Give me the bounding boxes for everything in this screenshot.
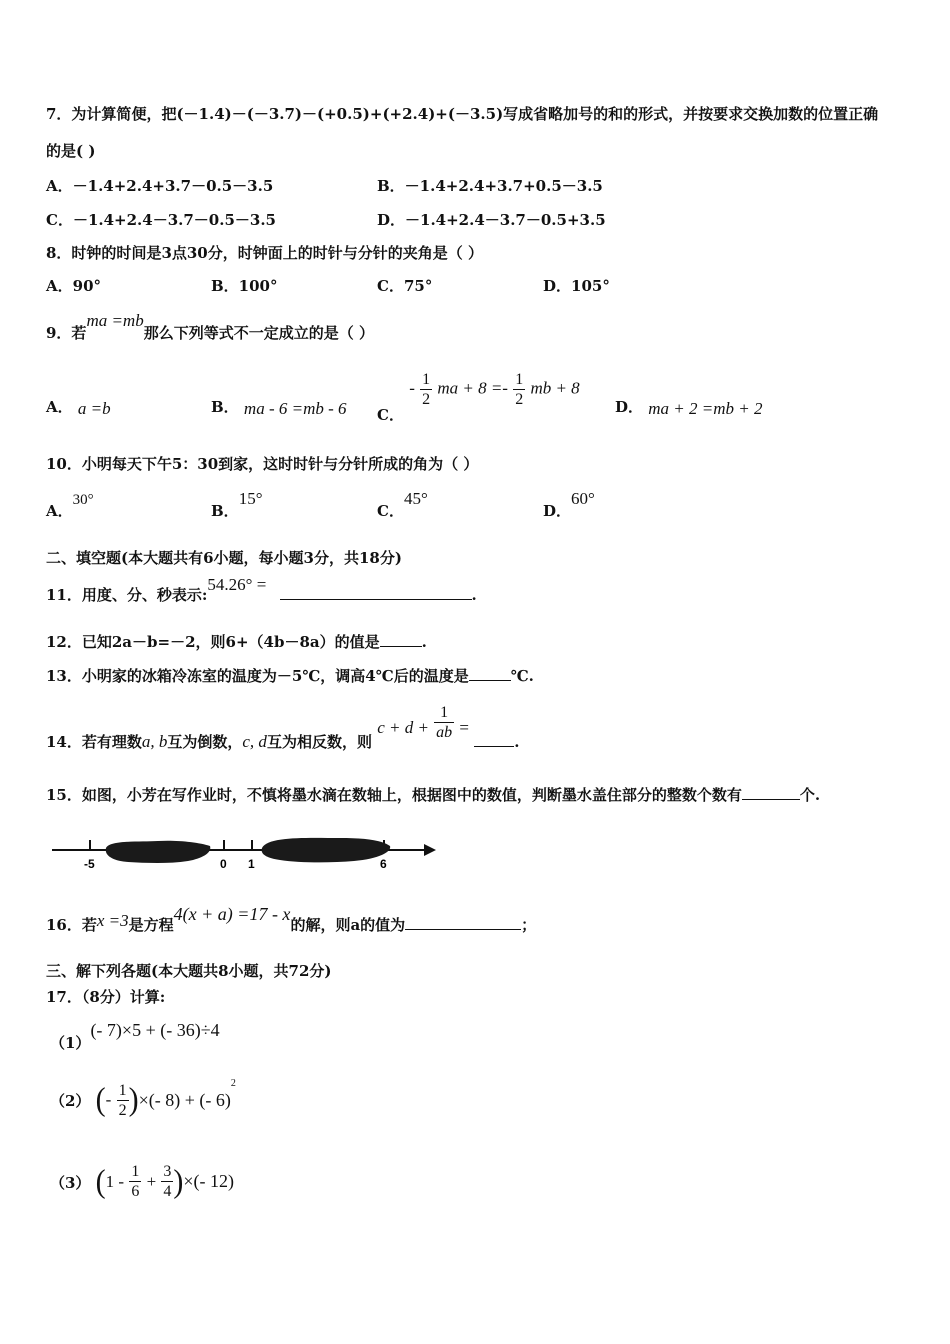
q15-end: 个. (799, 786, 821, 804)
q9-c-end: mb + 8 (530, 378, 580, 398)
q9-pre: 9．若 (46, 324, 87, 342)
q17-p2-right-bracket: ) (128, 1081, 139, 1118)
q17-p2-den: 2 (118, 1101, 127, 1119)
q12-text: 12．已知2a－b=－2，则6+（4b－8a）的值是 (46, 633, 380, 651)
q17-p2-left-bracket: ( (95, 1081, 106, 1118)
q10-d-value: 60° (571, 489, 595, 508)
q8-stem: 8．时钟的时间是3点30分，时钟面上的时针与分针的夹角是（ ） (46, 244, 483, 262)
q10-option-c (377, 489, 428, 521)
q10-a-label: A． (46, 502, 73, 520)
q10-c-label: C． (377, 502, 404, 520)
q11-expr: 54.26° = (207, 575, 267, 594)
q7-option-a: A．－1.4+2.4+3.7－0.5－3.5 (46, 177, 274, 195)
q14-answer-blank[interactable] (474, 732, 514, 747)
q8-option-a: A．90° (46, 277, 102, 295)
q9-b-expr: ma - 6 =mb - 6 (243, 399, 347, 418)
q13-end: ℃. (510, 667, 534, 685)
q9-option-d (615, 396, 762, 417)
number-line-arrow (424, 844, 436, 856)
q16-mid: 是方程 (128, 916, 174, 934)
q14-end: . (514, 732, 520, 751)
section-2-heading: 二、填空题(本大题共有6小题，每小题3分，共18分) (46, 549, 402, 567)
q11-line (46, 575, 477, 605)
q10-d-label: D． (543, 502, 572, 520)
q9-condition: ma =mb (86, 311, 144, 330)
q16-equation: 4(x + a) =17 - x (173, 904, 291, 924)
label-0: 0 (220, 857, 227, 871)
q14-eq: = (459, 717, 469, 737)
q17-p2-frac (117, 1081, 129, 1120)
q17-p2-num: 1 (118, 1081, 127, 1099)
q17-part-1 (50, 1020, 220, 1052)
q9-post: 那么下列等式不一定成立的是（ ） (143, 324, 374, 342)
q17-p2-exponent: 2 (230, 1078, 236, 1089)
q16-post: 的解，则a的值为 (290, 916, 406, 934)
q11-answer-blank[interactable] (280, 585, 472, 600)
q17-p3-den-1: 6 (131, 1183, 140, 1200)
q9-c-frac-1 (420, 370, 432, 409)
q17-p3-plus: + (146, 1171, 157, 1191)
q15-answer-blank[interactable] (742, 785, 800, 800)
q7-stem-line2 (46, 140, 95, 161)
q12-line (46, 631, 427, 652)
q7-option-b: B．－1.4+2.4+3.7+0.5－3.5 (377, 177, 603, 195)
q14-mid1: 互为倒数， (167, 732, 243, 751)
q17-p3-left-bracket: ( (95, 1162, 106, 1200)
q7-option-c: C．－1.4+2.4－3.7－0.5－3.5 (46, 211, 276, 229)
q14-pre: 14．若有理数 (46, 732, 142, 751)
q9-option-a (46, 396, 111, 417)
q10-c-value: 45° (403, 489, 428, 508)
q17-p3-den-2: 4 (163, 1183, 172, 1200)
q17-part-3 (50, 1162, 234, 1201)
q17-p2-minus: - (105, 1090, 112, 1109)
q17-p3-label: （3） (50, 1173, 91, 1192)
q7-stem-line1 (46, 103, 878, 124)
q9-c-frac-2 (513, 370, 525, 409)
label-1: 1 (248, 857, 255, 871)
q17-p3-num-1: 1 (131, 1163, 140, 1180)
q7-option-d: D．－1.4+2.4－3.7－0.5+3.5 (377, 211, 606, 229)
q9-c-label: C． (377, 405, 404, 424)
q10-option-b (211, 489, 263, 521)
q14-v1: a, b (141, 731, 168, 751)
q14-mid2: 互为相反数，则 (266, 732, 372, 751)
q12-answer-blank[interactable] (380, 632, 422, 647)
q10-stem: 10．小明每天下午5：30到家，这时时针与分针所成的角为（ ） (46, 455, 479, 473)
q9-option-b (211, 396, 347, 417)
q9-a-label: A． (46, 398, 73, 416)
q17-p3-num-2: 3 (163, 1163, 172, 1180)
q9-stem (46, 311, 374, 343)
q16-end: ； (521, 916, 537, 934)
label-6: 6 (380, 857, 387, 871)
q8-option-c: C．75° (377, 277, 433, 295)
q12-end: . (421, 633, 427, 651)
q17-p3-right-bracket: ) (173, 1162, 184, 1200)
q14-frac-num: 1 (434, 703, 454, 723)
q17-stem: 17．（8分）计算: (46, 988, 166, 1006)
q9-c-mid: ma + 8 =- (437, 378, 508, 398)
q15-text: 15．如图，小芳在写作业时，不慎将墨水滴在数轴上，根据图中的数值，判断墨水盖住部分的整数个数有 (46, 786, 742, 804)
q14-v2: c, d (242, 731, 267, 751)
q16-answer-blank[interactable] (405, 915, 521, 930)
ink-blot-left (106, 841, 211, 863)
q9-c-num-2: 1 (515, 371, 524, 388)
q14-frac (434, 703, 454, 742)
q9-c-minus: - (409, 378, 415, 398)
q16-line (46, 904, 537, 935)
q17-p1-label: （1） (50, 1034, 91, 1052)
q10-b-value: 15° (238, 489, 263, 508)
q15-line (46, 784, 820, 805)
q10-b-label: B． (211, 502, 239, 520)
ink-blot-right (262, 838, 391, 863)
q9-a-expr: a =b (77, 399, 111, 418)
number-line-figure (48, 826, 438, 876)
q9-d-expr: ma + 2 =mb + 2 (648, 399, 763, 418)
q7-stem-text-2: 的是( ) (46, 142, 96, 160)
q17-part-2 (50, 1078, 236, 1120)
q9-c-num-1: 1 (422, 371, 431, 388)
q9-c-den-1: 2 (422, 391, 431, 408)
q9-option-c (377, 370, 580, 424)
q11-end: . (471, 586, 477, 604)
label-minus-5: -5 (84, 857, 95, 871)
q10-option-a (46, 492, 94, 521)
q16-pre: 16．若 (46, 916, 97, 934)
q14-frac-den: ab (436, 724, 453, 741)
q14-expr: c + d + (377, 717, 429, 737)
q13-answer-blank[interactable] (469, 666, 511, 681)
q17-p3-rest: ×(- 12) (183, 1171, 235, 1191)
q9-c-den-2: 2 (515, 391, 524, 408)
q9-b-label: B． (211, 398, 239, 416)
q13-line (46, 665, 534, 686)
q10-a-value: 30° (72, 492, 94, 508)
q8-option-b: B．100° (211, 277, 278, 295)
q9-d-label: D． (615, 398, 644, 416)
q11-pre: 11．用度、分、秒表示: (46, 586, 208, 604)
q7-stem-text: 7．为计算简便，把(－1.4)－(－3.7)－(+0.5)+(+2.4)+(－3.5)写成省略加号的和的形式，并按要求交换加数的位置正确 (46, 105, 879, 123)
q17-p3-frac-1 (129, 1162, 141, 1201)
q10-option-d (543, 489, 595, 521)
q17-p3-frac-2 (161, 1162, 173, 1201)
q17-p2-rest: ×(- 8) + (- 6) (138, 1089, 231, 1110)
q8-option-d: D．105° (543, 277, 610, 295)
section-3-heading: 三、解下列各题(本大题共8小题，共72分) (46, 962, 332, 980)
q14-line (46, 701, 520, 751)
q17-p2-label: （2） (50, 1092, 91, 1110)
q17-p3-a: 1 - (105, 1171, 125, 1191)
q17-p1-expr: (- 7)×5 + (- 36)÷4 (90, 1020, 220, 1040)
q16-var: x =3 (96, 911, 129, 930)
q13-text: 13．小明家的冰箱冷冻室的温度为－5℃，调高4℃后的温度是 (46, 667, 469, 685)
